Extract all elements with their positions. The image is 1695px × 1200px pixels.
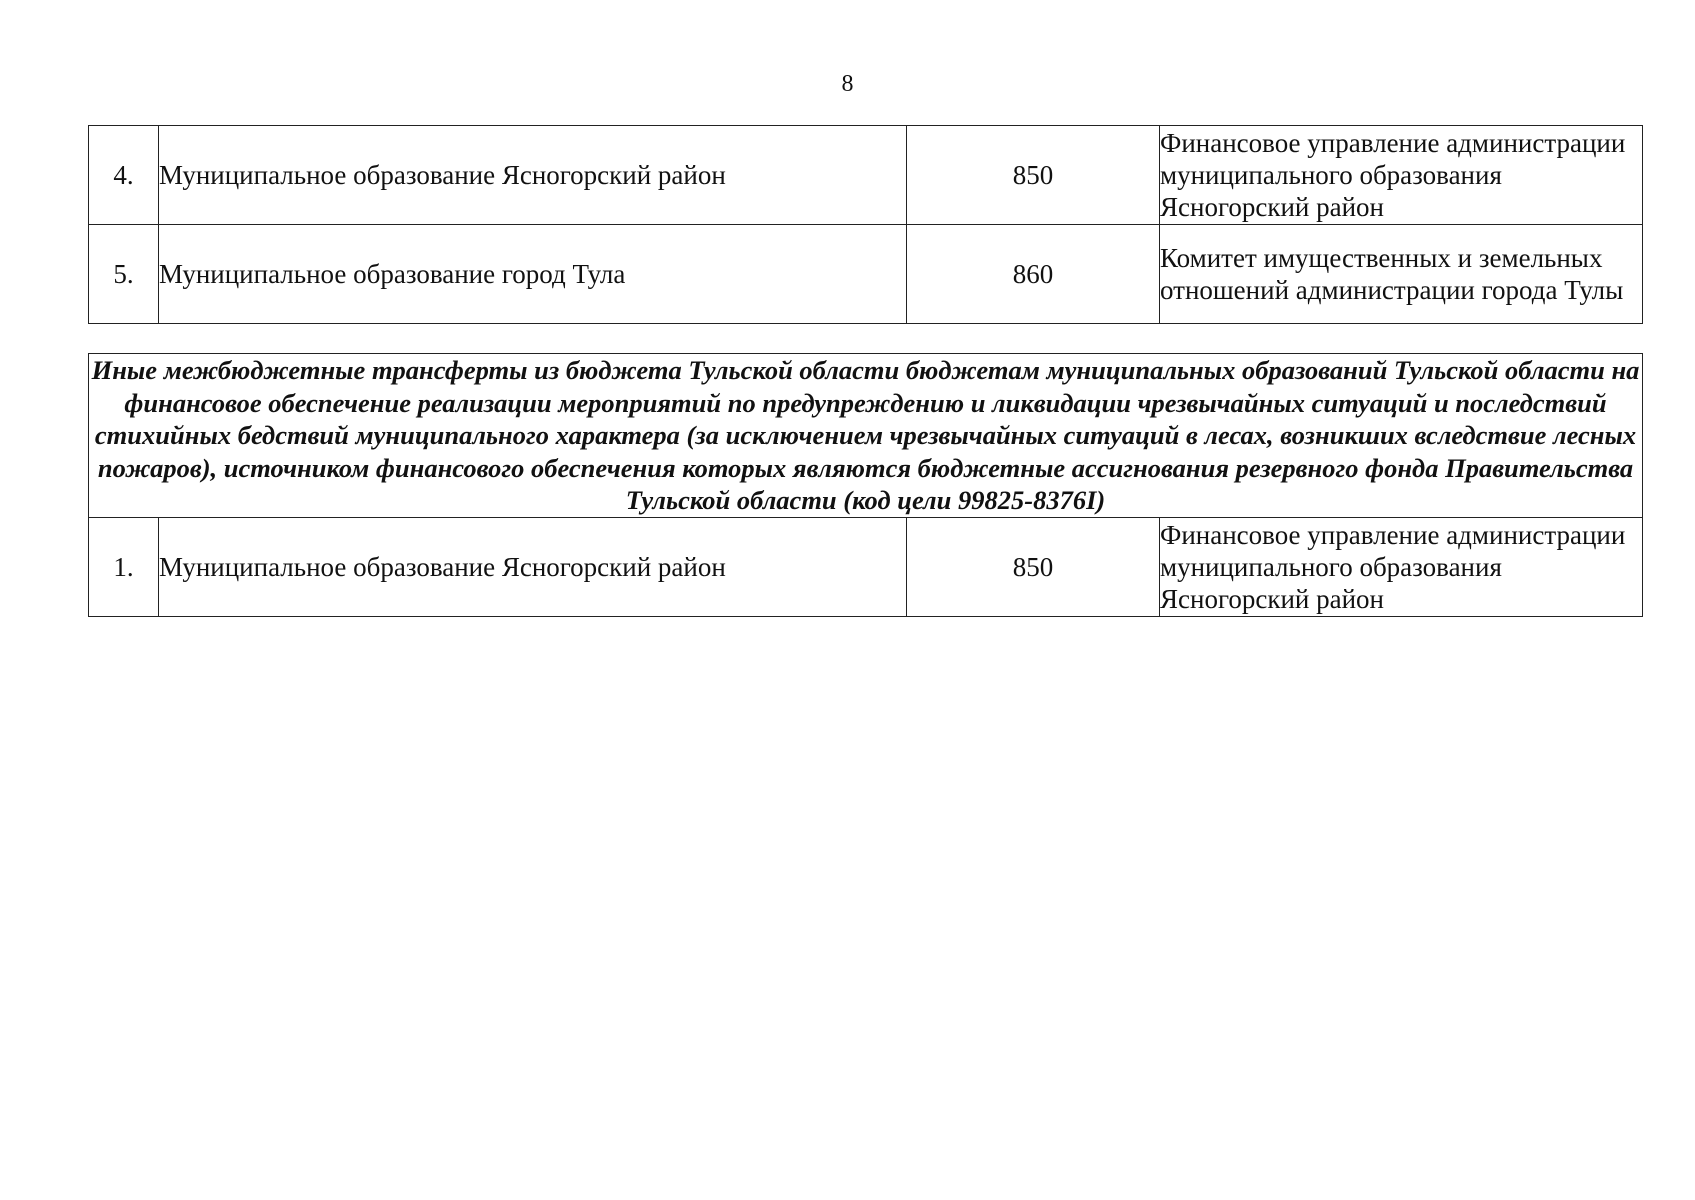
municipality-name: Муниципальное образование город Тула	[159, 225, 907, 324]
table-row	[89, 126, 1643, 225]
table-row	[89, 517, 1643, 616]
row-number: 1.	[89, 517, 159, 616]
administrator-code: 850	[907, 517, 1160, 616]
recipients-table	[88, 125, 1643, 324]
transfer-section-table	[88, 353, 1643, 617]
table-row	[89, 225, 1643, 324]
section-heading-row	[89, 354, 1643, 518]
row-number: 5.	[89, 225, 159, 324]
administrator-code: 860	[907, 225, 1160, 324]
administrator-name: Финансовое управление администрации муниципального образования Ясногорский район	[1160, 517, 1643, 616]
municipality-name: Муниципальное образование Ясногорский район	[159, 517, 907, 616]
row-number: 4.	[89, 126, 159, 225]
administrator-code: 850	[907, 126, 1160, 225]
page-number: 8	[841, 71, 854, 97]
administrator-name: Комитет имущественных и земельных отношений администрации города Тулы	[1160, 225, 1643, 324]
municipality-name: Муниципальное образование Ясногорский район	[159, 126, 907, 225]
section-heading: Иные межбюджетные трансферты из бюджета Тульской области бюджетам муниципальных образований Тульской области на финансовое обеспечение реализации мероприятий по предупреждению и ликвидации чрезвычайных ситуаций и последствий стихийных бедствий муниципального характера (за исключением чрезвычайных ситуаций в лесах, возникших вследствие лесных пожаров), источником финансового обеспечения которых являются бюджетные ассигнования резервного фонда Правительства Тульской области (код цели 99825-8376I)	[89, 354, 1643, 518]
administrator-name: Финансовое управление администрации муниципального образования Ясногорский район	[1160, 126, 1643, 225]
